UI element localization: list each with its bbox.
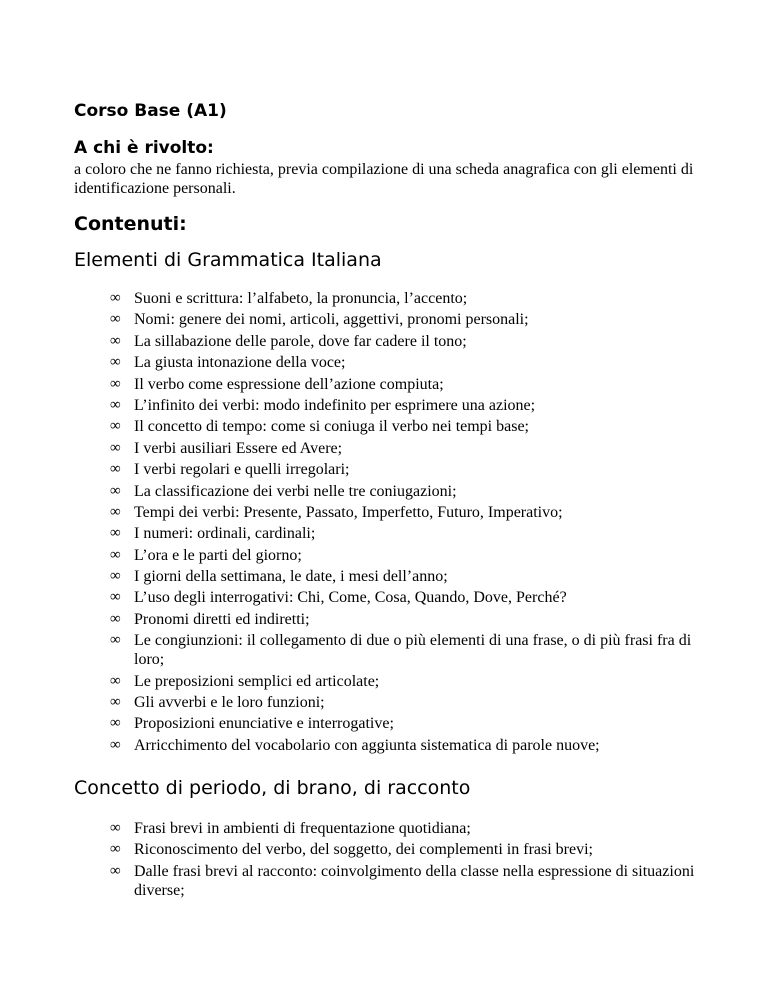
- list-item-text: L’infinito dei verbi: modo indefinito per esprimere una azione;: [134, 396, 536, 414]
- infinity-bullet-icon: ∞: [110, 354, 121, 371]
- list-item: [74, 332, 704, 351]
- infinity-bullet-icon: ∞: [110, 290, 121, 306]
- list-item-text: Suoni e scrittura: l’alfabeto, la pronuncia, l’accento;: [134, 290, 468, 307]
- infinity-bullet-icon: ∞: [110, 546, 121, 563]
- list-item-text: La sillabazione delle parole, dove far cadere il tono;: [134, 332, 467, 350]
- list-item-text: Il concetto di tempo: come si coniuga il verbo nei tempi base;: [134, 418, 529, 436]
- list-item: [74, 310, 704, 329]
- infinity-bullet-icon: ∞: [110, 568, 121, 585]
- infinity-bullet-icon: ∞: [110, 482, 121, 499]
- infinity-bullet-icon: ∞: [110, 841, 121, 858]
- list-item-text: L’uso degli interrogativi: Chi, Come, Cosa, Quando, Dove, Perché?: [134, 589, 567, 607]
- list-item-text: I numeri: ordinali, cardinali;: [134, 525, 316, 543]
- infinity-bullet-icon: ∞: [110, 332, 121, 349]
- infinity-bullet-icon: ∞: [110, 736, 121, 753]
- list-item: [74, 840, 704, 859]
- list-item: [74, 503, 704, 522]
- list-item-text: Nomi: genere dei nomi, articoli, aggettivi, pronomi personali;: [134, 311, 529, 329]
- list-item-text: La classificazione dei verbi nelle tre coniugazioni;: [134, 482, 457, 500]
- list-item-text: Riconoscimento del verbo, del soggetto, dei complementi in frasi brevi;: [134, 841, 593, 859]
- list-item: [74, 567, 704, 586]
- list-item: [74, 353, 704, 372]
- infinity-bullet-icon: ∞: [110, 715, 121, 732]
- list-item-text: Tempi dei verbi: Presente, Passato, Imperfetto, Futuro, Imperativo;: [134, 503, 563, 521]
- list-item-text: Frasi brevi in ambienti di frequentazione quotidiana;: [134, 820, 471, 837]
- infinity-bullet-icon: ∞: [110, 418, 121, 435]
- target-heading: A chi è rivolto:: [74, 138, 214, 158]
- list-item: [74, 439, 704, 458]
- list-item: [74, 524, 704, 543]
- list-item: [74, 736, 704, 755]
- list-item: [74, 610, 704, 629]
- target-text: a coloro che ne fanno richiesta, previa compilazione di una scheda anagrafica con gli elementi di identificazione personali.: [74, 161, 694, 197]
- list-item: [74, 396, 704, 415]
- infinity-bullet-icon: ∞: [110, 820, 121, 836]
- list-item-text: I verbi ausiliari Essere ed Avere;: [134, 439, 343, 457]
- list-item-text: Le congiunzioni: il collegamento di due o più elementi di una frase, o di più frasi fra di loro;: [134, 632, 692, 669]
- list-item: [74, 631, 704, 669]
- list-item: [74, 672, 704, 691]
- list-item: [74, 482, 704, 501]
- list-item-text: Pronomi diretti ed indiretti;: [134, 610, 310, 628]
- list-item: [74, 862, 704, 900]
- infinity-bullet-icon: ∞: [110, 375, 121, 392]
- grammar-list-container: [74, 289, 704, 757]
- narrative-topics-list: [74, 819, 704, 900]
- list-item: [74, 375, 704, 394]
- section-title-grammar: Elementi di Grammatica Italiana: [74, 249, 382, 271]
- infinity-bullet-icon: ∞: [110, 311, 121, 328]
- infinity-bullet-icon: ∞: [110, 672, 121, 689]
- list-item-text: Le preposizioni semplici ed articolate;: [134, 672, 380, 690]
- list-item: [74, 819, 704, 838]
- list-item-text: L’ora e le parti del giorno;: [134, 546, 302, 564]
- course-title: Corso Base (A1): [74, 101, 227, 121]
- list-item-text: La giusta intonazione della voce;: [134, 354, 346, 372]
- list-item-text: Il verbo come espressione dell’azione compiuta;: [134, 375, 444, 393]
- list-item-text: Gli avverbi e le loro funzioni;: [134, 694, 325, 712]
- list-item: [74, 460, 704, 479]
- infinity-bullet-icon: ∞: [110, 589, 121, 606]
- infinity-bullet-icon: ∞: [110, 503, 121, 520]
- list-item: [74, 546, 704, 565]
- infinity-bullet-icon: ∞: [110, 439, 121, 456]
- infinity-bullet-icon: ∞: [110, 610, 121, 627]
- section-title-narrative: Concetto di periodo, di brano, di racconto: [74, 777, 471, 799]
- infinity-bullet-icon: ∞: [110, 694, 121, 711]
- list-item-text: I verbi regolari e quelli irregolari;: [134, 461, 350, 479]
- list-item: [74, 714, 704, 733]
- infinity-bullet-icon: ∞: [110, 862, 121, 879]
- list-item-text: Proposizioni enunciative e interrogative;: [134, 715, 394, 733]
- list-item: [74, 289, 704, 308]
- narrative-list-container: [74, 819, 704, 902]
- list-item: [74, 693, 704, 712]
- list-item-text: Arricchimento del vocabolario con aggiunta sistematica di parole nuove;: [134, 736, 600, 754]
- infinity-bullet-icon: ∞: [110, 396, 121, 413]
- grammar-topics-list: [74, 289, 704, 755]
- list-item-text: Dalle frasi brevi al racconto: coinvolgimento della classe nella espressione di situazioni diverse;: [134, 862, 695, 899]
- infinity-bullet-icon: ∞: [110, 525, 121, 542]
- contents-heading: Contenuti:: [74, 213, 187, 235]
- list-item: [74, 588, 704, 607]
- list-item-text: I giorni della settimana, le date, i mesi dell’anno;: [134, 568, 448, 586]
- list-item: [74, 417, 704, 436]
- infinity-bullet-icon: ∞: [110, 461, 121, 478]
- infinity-bullet-icon: ∞: [110, 632, 121, 649]
